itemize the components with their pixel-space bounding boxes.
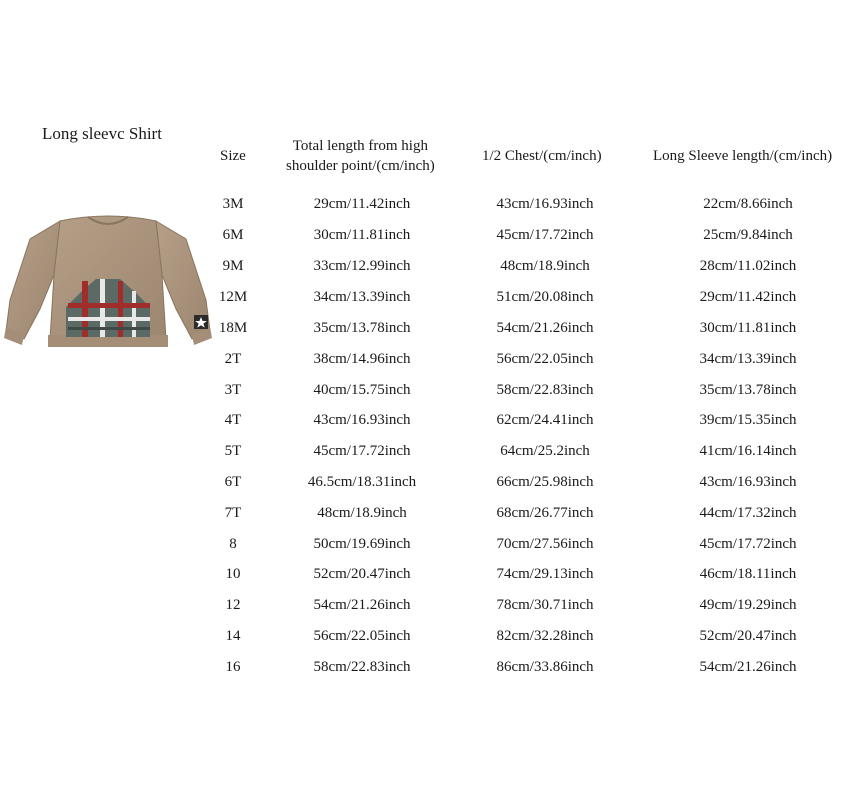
size-cell: 12M bbox=[218, 289, 248, 305]
total-length-cell: 33cm/12.99inch bbox=[313, 258, 411, 274]
size-cell: 8 bbox=[229, 536, 237, 552]
total-length-cell: 45cm/17.72inch bbox=[313, 443, 411, 459]
sweatshirt-illustration bbox=[0, 205, 216, 365]
sleeve-length-cell: 35cm/13.78inch bbox=[699, 382, 797, 398]
total-length-cell: 56cm/22.05inch bbox=[313, 628, 411, 644]
sleeve-length-cell: 34cm/13.39inch bbox=[699, 351, 797, 367]
header-size: Size bbox=[220, 148, 246, 164]
half-chest-cell: 56cm/22.05inch bbox=[496, 351, 594, 367]
header-half-chest: 1/2 Chest/(cm/inch) bbox=[482, 148, 602, 164]
size-cell: 16 bbox=[225, 659, 241, 675]
half-chest-cell: 78cm/30.71inch bbox=[496, 597, 594, 613]
product-title: Long sleevc Shirt bbox=[42, 124, 162, 143]
total-length-cell: 58cm/22.83inch bbox=[313, 659, 411, 675]
total-length-cell: 48cm/18.9inch bbox=[317, 505, 407, 521]
half-chest-cell: 48cm/18.9inch bbox=[500, 258, 590, 274]
total-length-cell: 52cm/20.47inch bbox=[313, 566, 411, 582]
size-cell: 4T bbox=[224, 412, 242, 428]
half-chest-cell: 64cm/25.2inch bbox=[500, 443, 590, 459]
total-length-cell: 30cm/11.81inch bbox=[313, 227, 411, 243]
total-length-cell: 50cm/19.69inch bbox=[313, 536, 411, 552]
sleeve-length-cell: 45cm/17.72inch bbox=[699, 536, 797, 552]
size-cell: 9M bbox=[222, 258, 244, 274]
size-cell: 18M bbox=[218, 320, 248, 336]
sleeve-length-cell: 39cm/15.35inch bbox=[699, 412, 797, 428]
half-chest-cell: 43cm/16.93inch bbox=[496, 196, 594, 212]
total-length-cell: 46.5cm/18.31inch bbox=[307, 474, 417, 490]
half-chest-cell: 62cm/24.41inch bbox=[496, 412, 594, 428]
half-chest-cell: 51cm/20.08inch bbox=[496, 289, 594, 305]
size-cell: 5T bbox=[224, 443, 242, 459]
size-cell: 6T bbox=[224, 474, 242, 490]
sleeve-length-cell: 28cm/11.02inch bbox=[699, 258, 797, 274]
half-chest-cell: 45cm/17.72inch bbox=[496, 227, 594, 243]
sleeve-length-cell: 44cm/17.32inch bbox=[699, 505, 797, 521]
size-cell: 7T bbox=[224, 505, 242, 521]
size-cell: 12 bbox=[225, 597, 241, 613]
size-cell: 3T bbox=[224, 382, 242, 398]
total-length-cell: 40cm/15.75inch bbox=[313, 382, 411, 398]
total-length-cell: 29cm/11.42inch bbox=[313, 196, 411, 212]
total-length-cell: 43cm/16.93inch bbox=[313, 412, 411, 428]
sleeve-length-cell: 29cm/11.42inch bbox=[699, 289, 797, 305]
star-patch-icon bbox=[194, 315, 208, 329]
half-chest-cell: 86cm/33.86inch bbox=[496, 659, 594, 675]
half-chest-cell: 58cm/22.83inch bbox=[496, 382, 594, 398]
total-length-cell: 35cm/13.78inch bbox=[313, 320, 411, 336]
sleeve-length-cell: 52cm/20.47inch bbox=[699, 628, 797, 644]
sleeve-length-cell: 54cm/21.26inch bbox=[699, 659, 797, 675]
sleeve-length-cell: 49cm/19.29inch bbox=[699, 597, 797, 613]
half-chest-cell: 70cm/27.56inch bbox=[496, 536, 594, 552]
sleeve-length-cell: 30cm/11.81inch bbox=[699, 320, 797, 336]
sleeve-length-cell: 22cm/8.66inch bbox=[703, 196, 793, 212]
half-chest-cell: 54cm/21.26inch bbox=[496, 320, 594, 336]
half-chest-cell: 74cm/29.13inch bbox=[496, 566, 594, 582]
sleeve-length-cell: 25cm/9.84inch bbox=[703, 227, 793, 243]
size-cell: 3M bbox=[222, 196, 244, 212]
size-cell: 10 bbox=[225, 566, 241, 582]
size-cell: 6M bbox=[222, 227, 244, 243]
total-length-cell: 38cm/14.96inch bbox=[313, 351, 411, 367]
size-cell: 2T bbox=[224, 351, 242, 367]
half-chest-cell: 66cm/25.98inch bbox=[496, 474, 594, 490]
half-chest-cell: 82cm/32.28inch bbox=[496, 628, 594, 644]
total-length-cell: 54cm/21.26inch bbox=[313, 597, 411, 613]
product-image bbox=[0, 205, 216, 365]
sleeve-length-cell: 41cm/16.14inch bbox=[699, 443, 797, 459]
sleeve-length-cell: 43cm/16.93inch bbox=[699, 474, 797, 490]
header-sleeve-length: Long Sleeve length/(cm/inch) bbox=[653, 148, 833, 164]
header-total-length: Total length from high shoulder point/(cm/inch) bbox=[286, 138, 435, 174]
total-length-cell: 34cm/13.39inch bbox=[313, 289, 411, 305]
size-cell: 14 bbox=[225, 628, 241, 644]
sleeve-length-cell: 46cm/18.11inch bbox=[699, 566, 797, 582]
half-chest-cell: 68cm/26.77inch bbox=[496, 505, 594, 521]
